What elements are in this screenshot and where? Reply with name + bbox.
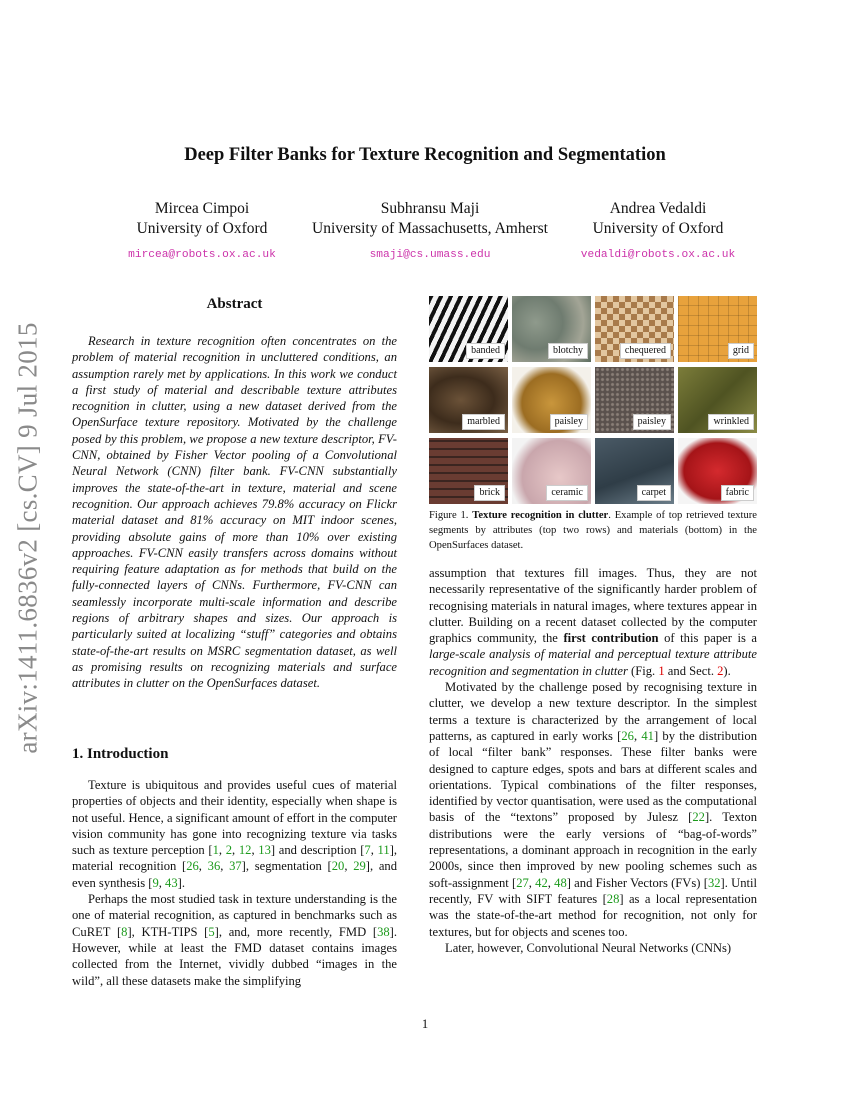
col2-paragraph-3: Later, however, Convolutional Neural Networks (CNNs) (445, 940, 732, 955)
citation-link[interactable]: 29 (353, 859, 366, 874)
citation-link[interactable]: 20 (331, 859, 345, 874)
tile-label: blotchy (548, 343, 588, 359)
author-affiliation: University of Oxford (592, 220, 724, 237)
texture-tile-carpet (595, 438, 674, 504)
tile-label: ceramic (546, 485, 588, 501)
abstract-body (72, 333, 397, 692)
texture-tile-ceramic (512, 438, 591, 504)
citation-link[interactable]: 32 (707, 875, 721, 890)
texture-tile-blotchy (512, 296, 591, 362)
citation-link[interactable]: 26 (186, 859, 199, 874)
abstract-text: Research in texture recognition often concentrates on the problem of material recognition in uncluttered conditions, an assumption rarely met by applications. In this work we conduct a first study of material and describable texture attributes recognition in clutter, using a new dataset derived from the OpenSurface texture repository. Motivated by the challenge posed by this problem, we propose a new texture descriptor, FV-CNN, obtained by Fisher Vector pooling of a Convolutional Neural Network (CNN) filter bank. FV-CNN substantially improves the state-of-the-art in texture, material and scene recognition. Our approach achieves 79.8% accuracy on Flickr material dataset and 81% accuracy on MIT indoor scenes, providing absolute gains of more than 10% over existing approaches. FV-CNN easily transfers across domains without requiring feature adaptation as for methods that build on the fully-connected layers of CNNs. Furthermore, FV-CNN can seamlessly incorporate multi-scale information and describe regions of arbitrary shapes and sizes. Our approach is particularly suited at localizing “stuff” categories and obtains state-of-the-art results on MSRC segmentation dataset, as well as promising results on recognizing materials and surface attributes in clutter on the OpenSurfaces dataset. (72, 334, 397, 691)
citation-link[interactable]: 41 (641, 728, 654, 743)
citation-link[interactable]: 27 (516, 875, 529, 890)
texture-tile-brick (429, 438, 508, 504)
citation-link[interactable]: 9 (152, 875, 159, 890)
citation-link[interactable]: 2 (225, 843, 233, 858)
texture-tile-grid (678, 296, 757, 362)
citation-link[interactable]: 28 (606, 891, 620, 906)
tile-label: paisley (550, 414, 588, 430)
tile-label: fabric (721, 485, 754, 501)
citation-link[interactable]: 42 (535, 875, 548, 890)
arxiv-identifier: arXiv:1411.6836v2 [cs.CV] 9 Jul 2015 (12, 322, 43, 754)
author-block-3 (548, 199, 768, 265)
citation-link[interactable]: 48 (554, 875, 567, 890)
citation-link[interactable]: 8 (121, 924, 128, 939)
tile-label: paisley (633, 414, 671, 430)
section-reference-link[interactable]: 2 (717, 663, 724, 678)
author-name: Subhransu Maji (380, 200, 480, 217)
col2-paragraph-1: assumption that textures fill images. Thus, they are not necessarily representative of the significantly harder problem of recognising materials in natural images, where textures appear in clutter. Building on a recent dataset collected by the computer graphics community, the first contribution of this paper is a large-scale analysis of material and perceptual texture attribute recognition and segmentation in clutter (Fig. 1 and Sect. 2). (429, 566, 758, 678)
citation-link[interactable]: 11 (377, 843, 390, 858)
citation-link[interactable]: 36 (207, 859, 221, 874)
author-affiliation: University of Massachusetts, Amherst (312, 220, 548, 237)
intro-paragraph-2: Perhaps the most studied task in texture understanding is the one of material recognition, as captured in benchmarks such as CuRET [8], KTH-TIPS [5], and, more recently, FMD [38]. However, while at least the FMD dataset contains images collected from the Internet, vividly dubbed “images in the wild”, all these datasets make the simplifying (72, 892, 397, 988)
citation-link[interactable]: 26 (621, 728, 634, 743)
page-number: 1 (421, 1017, 429, 1031)
texture-tile-paisley-2 (595, 367, 674, 433)
citation-link[interactable]: 38 (377, 924, 390, 939)
tile-label: brick (474, 485, 505, 501)
citation-link[interactable]: 43 (165, 875, 178, 890)
tile-label: banded (466, 343, 505, 359)
citation-link[interactable]: 12 (238, 843, 252, 858)
introduction-column-right (429, 565, 757, 956)
citation-link[interactable]: 1 (212, 843, 219, 858)
tile-label: grid (728, 343, 754, 359)
introduction-heading: 1. Introduction (72, 746, 169, 762)
figure-reference-link[interactable]: 1 (658, 663, 665, 678)
abstract-heading: Abstract (206, 296, 263, 312)
citation-link[interactable]: 7 (364, 843, 371, 858)
figure-1-texture-grid (429, 296, 757, 504)
texture-tile-marbled (429, 367, 508, 433)
intro-paragraph-1: Texture is ubiquitous and provides useful cues of material properties of objects and their identity, especially when shape is not useful. Hence, a significant amount of effort in the computer vision community has gone into recognizing texture via tasks such as texture perception [1, 2, 12, 13] and description [7, 11], material recognition [26, 36, 37], segmentation [20, 29], and even synthesis [9, 43]. (72, 778, 398, 890)
citation-link[interactable]: 5 (208, 924, 215, 939)
citation-link[interactable]: 22 (692, 810, 705, 825)
citation-link[interactable]: 37 (229, 859, 242, 874)
texture-tile-wrinkled (678, 367, 757, 433)
texture-tile-fabric (678, 438, 757, 504)
figure-1-caption: Figure 1. Texture recognition in clutter. Example of top retrieved texture segments by attributes (top two rows) and materials (bottom) in the OpenSurfaces dataset. (429, 510, 757, 551)
author-name: Mircea Cimpoi (154, 200, 250, 217)
introduction-column-left (72, 777, 397, 989)
tile-label: marbled (462, 414, 505, 430)
author-name: Andrea Vedaldi (609, 200, 707, 217)
citation-link[interactable]: 13 (258, 843, 271, 858)
tile-label: wrinkled (708, 414, 754, 430)
paper-title: Deep Filter Banks for Texture Recognition and Segmentation (184, 145, 666, 165)
author-email[interactable]: smaji@cs.umass.edu (369, 249, 491, 261)
texture-tile-chequered (595, 296, 674, 362)
tile-label: carpet (637, 485, 671, 501)
author-email[interactable]: mircea@robots.ox.ac.uk (128, 249, 276, 261)
texture-tile-paisley-1 (512, 367, 591, 433)
author-email[interactable]: vedaldi@robots.ox.ac.uk (580, 249, 736, 261)
col2-paragraph-2: Motivated by the challenge posed by recognising texture in clutter, we develop a new texture descriptor. In the simplest terms a texture is characterized by the arrangement of local patterns, as captured in early works [26, 41] by the distribution of local “filter bank” responses. These filter banks were designed to capture edges, spots and bars at different scales and orientations. Typical combinations of the filter responses, identified by vector quantisation, were used as the computational basis of the “textons” proposed by Julesz [22]. Texton distributions were the early versions of “bag-of-words” representations, a dominant approach in recognition in the early 2000s, since then improved by new pooling schemes such as soft-assignment [27, 42, 48] and Fisher Vectors (FVs) [32]. Until recently, FV with SIFT features [28] as a local representation was the state-of-the-art method for recognition, not only for textures, but for objects and scenes too. (429, 680, 758, 939)
author-block-2 (270, 199, 590, 265)
author-affiliation: University of Oxford (136, 220, 268, 237)
texture-tile-banded (429, 296, 508, 362)
tile-label: chequered (620, 343, 671, 359)
